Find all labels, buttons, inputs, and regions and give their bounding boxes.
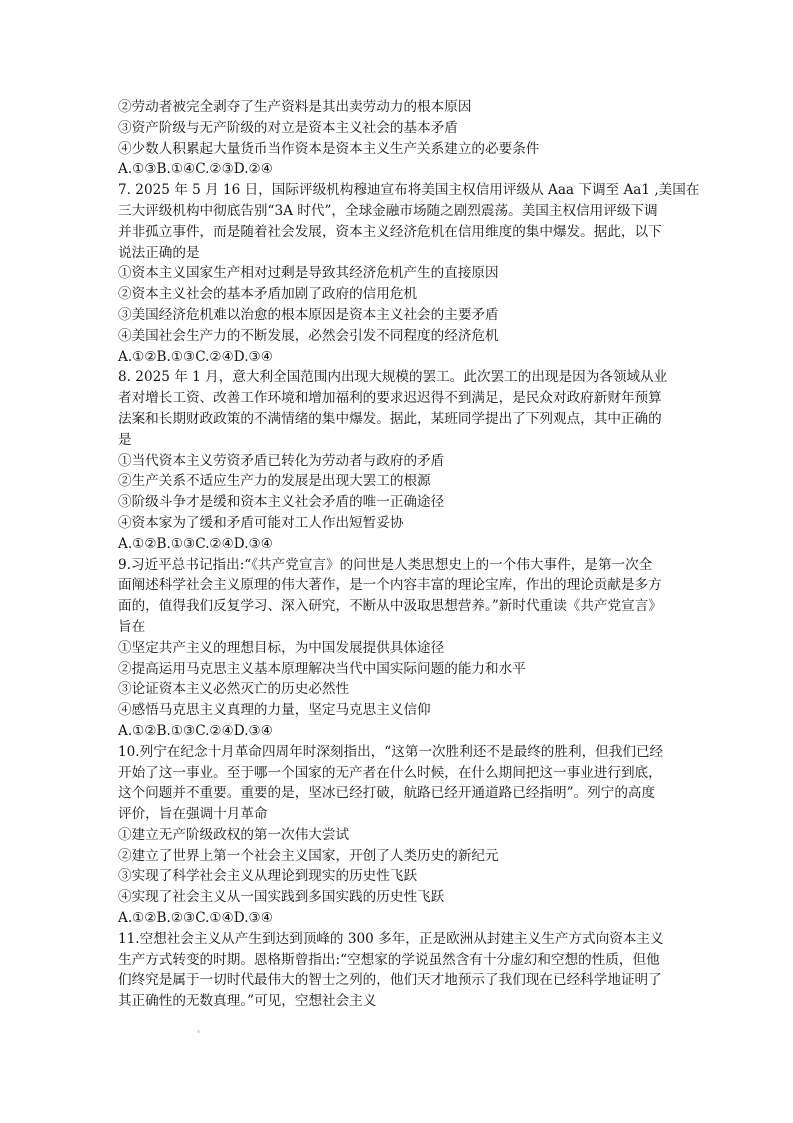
option-line: ③美国经济危机难以治愈的根本原因是资本主义社会的主要矛盾 [118, 306, 499, 323]
question-stem-line: 者对增长工资、改善工作环境和增加福利的要求迟迟得不到满足，是民众对政府新财年预算 [118, 390, 662, 407]
question-11 [118, 929, 680, 1012]
option-line: ②建立了世界上第一个社会主义国家，开创了人类历史的新纪元 [118, 847, 499, 864]
question-stem-line: 是 [118, 431, 132, 448]
question-6-tail [118, 97, 680, 180]
question-stem-line: 并非孤立事件，而是随着社会发展，资本主义经济危机在信用维度的集中爆发。据此，以下 [118, 223, 662, 240]
answer-choices: A.①②B.②③C.①④D.③④ [118, 910, 273, 927]
option-line: ②生产关系不适应生产力的发展是出现大罢工的根源 [118, 473, 431, 490]
question-stem-line: 法案和长期财政政策的不满情绪的集中爆发。据此，某班同学提出了下列观点，其中正确的 [118, 410, 662, 427]
question-stem-line: 开始了这一事业。至于哪一个国家的无产者在什么时候，在什么期间把这一事业进行到底， [118, 764, 662, 781]
option-line: ④资本家为了缓和矛盾可能对工人作出短暂妥协 [118, 514, 404, 531]
question-stem-line: 面阐述科学社会主义原理的伟大著作，是一个内容丰富的理论宝库，作出的理论贡献是多方 [118, 577, 662, 594]
question-stem-line: 9.习近平总书记指出:“《共产党宣言》的问世是人类思想史上的一个伟大事件，是第一次全 [118, 556, 653, 573]
question-stem-line: 旨在 [118, 618, 146, 635]
option-line: ④实现了社会主义从一国实践到多国实践的历史性飞跃 [118, 889, 445, 906]
question-stem-line: 8. 2025 年 1 月，意大利全国范围内出现大规模的罢工。此次罢工的出现是因为各领域从业 [118, 369, 668, 386]
option-line: ①资本主义国家生产相对过剩是导致其经济危机产生的直接原因 [118, 265, 499, 282]
question-7 [118, 180, 700, 367]
option-line: ③实现了科学社会主义从理论到现实的历史性飞跃 [118, 868, 418, 885]
question-stem-line: 们终究是属于一切时代最伟大的智士之列的，他们天才地预示了我们现在已经科学地证明了 [118, 972, 662, 989]
option-line: ③资产阶级与无产阶级的对立是资本主义社会的基本矛盾 [118, 119, 458, 136]
question-stem-line: 其正确性的无数真理。”可见，空想社会主义 [118, 993, 377, 1010]
option-line: ④感悟马克思主义真理的力量，坚定马克思主义信仰 [118, 702, 431, 719]
question-8 [118, 367, 680, 554]
option-line: ①建立无产阶级政权的第一次伟大尝试 [118, 826, 350, 843]
answer-choices: A.①②B.①③C.②④D.③④ [118, 535, 273, 552]
question-stem-line: 这个问题并不重要。重要的是，坚冰已经打破，航路已经开通道路已经指明”。列宁的高度 [118, 785, 656, 802]
question-stem-line: 评价，旨在强调十月革命 [118, 806, 268, 823]
option-line: ①坚定共产主义的理想目标，为中国发展提供具体途径 [118, 639, 445, 656]
question-stem-line: 三大评级机构中彻底告别“3A 时代”，全球金融市场随之剧烈震荡。美国主权信用评级下调 [118, 202, 658, 219]
answer-choices: A.①③B.①④C.②③D.②④ [118, 161, 273, 178]
document-page [118, 97, 700, 1012]
answer-choices: A.①②B.①③C.②④D.③④ [118, 348, 273, 365]
option-line: ③论证资本主义必然灭亡的历史必然性 [118, 681, 350, 698]
question-stem-line: 10.列宁在纪念十月革命四周年时深刻指出，“这第一次胜利还不是最终的胜利，但我们已经 [118, 743, 664, 760]
question-stem-line: 面的，值得我们反复学习、深入研究，不断从中汲取思想营养。”新时代重读《共产党宣言》 [118, 598, 662, 615]
option-line: ①当代资本主义劳资矛盾已转化为劳动者与政府的矛盾 [118, 452, 445, 469]
option-line: ④少数人积累起大量货币当作资本是资本主义生产关系建立的必要条件 [118, 140, 540, 157]
option-line: ③阶级斗争才是缓和资本主义社会矛盾的唯一正确途径 [118, 494, 445, 511]
option-line: ②资本主义社会的基本矛盾加剧了政府的信用危机 [118, 286, 418, 303]
question-stem-line: 说法正确的是 [118, 244, 200, 261]
question-9 [118, 555, 680, 742]
option-line: ②提高运用马克思主义基本原理解决当代中国实际问题的能力和水平 [118, 660, 526, 677]
question-stem-line: 7. 2025 年 5 月 16 日，国际评级机构穆迪宣布将美国主权信用评级从 Aaa 下调至 Aa1 ,美国在 [118, 182, 700, 199]
option-line: ④美国社会生产力的不断发展，必然会引发不同程度的经济危机 [118, 327, 499, 344]
question-stem-line: 11.空想社会主义从产生到达到顶峰的 300 多年，正是欧洲从封建主义生产方式向资本主义 [118, 930, 664, 947]
option-line: ②劳动者被完全剥夺了生产资料是其出卖劳动力的根本原因 [118, 99, 472, 115]
scan-speck [197, 1030, 200, 1033]
question-10 [118, 742, 680, 929]
answer-choices: A.①②B.①③C.②④D.③④ [118, 722, 273, 739]
question-stem-line: 生产方式转变的时期。恩格斯曾指出:“空想家的学说虽然含有十分虚幻和空想的性质，但他 [118, 951, 660, 968]
